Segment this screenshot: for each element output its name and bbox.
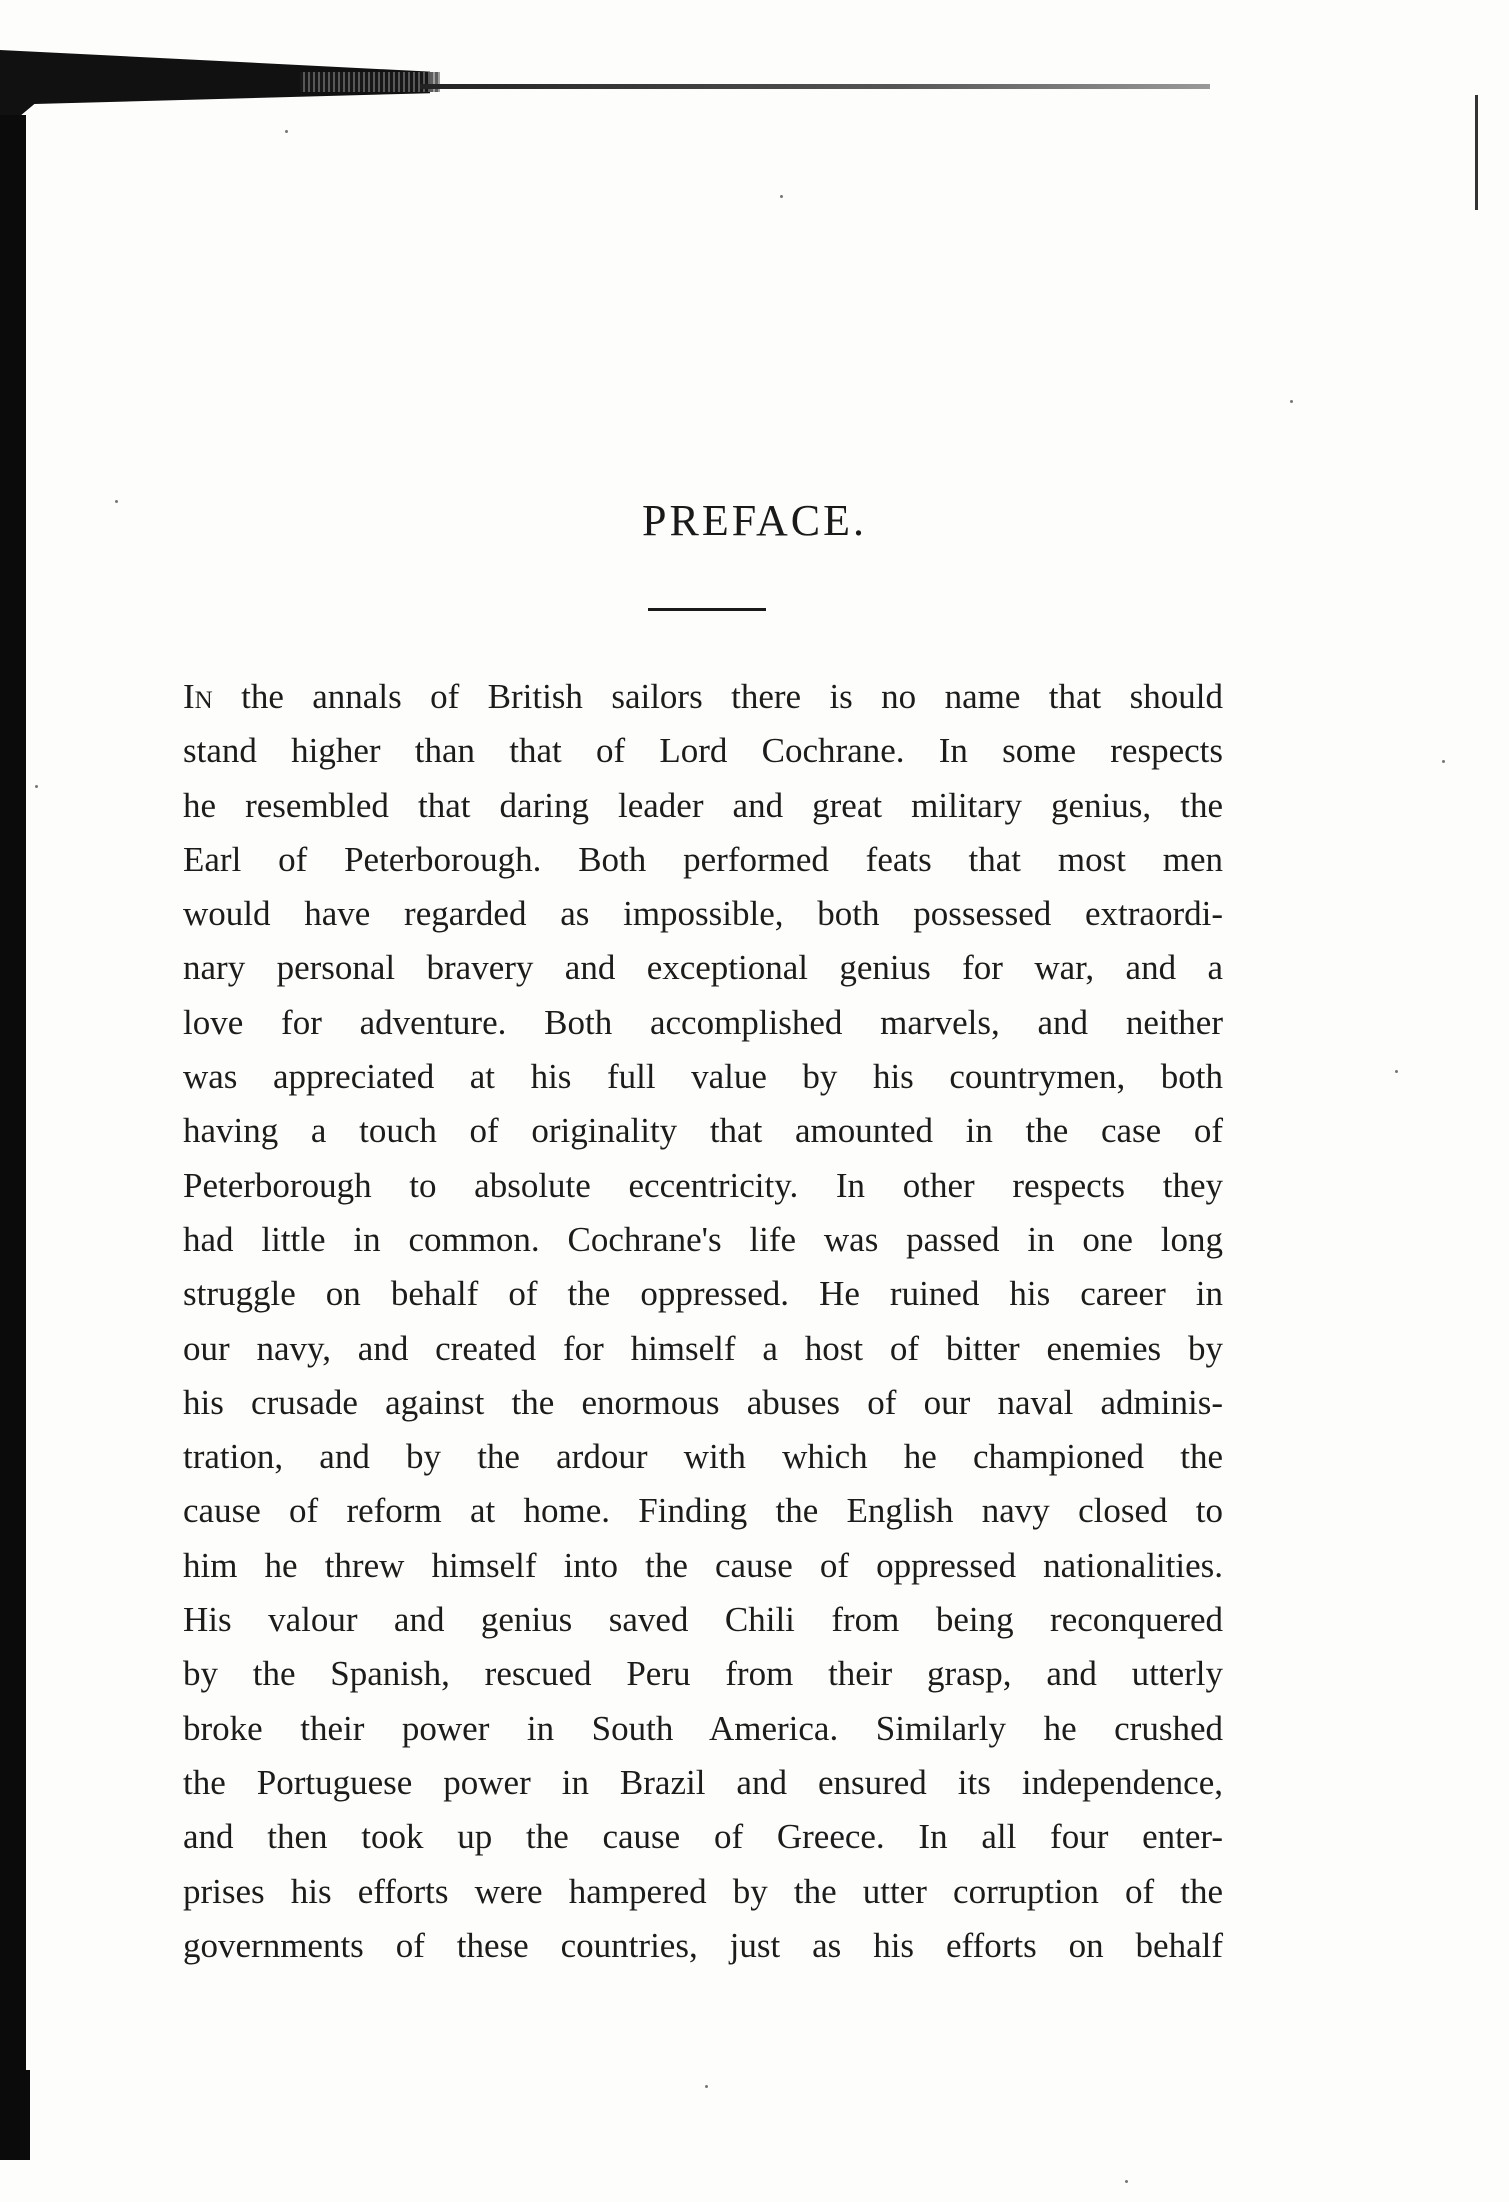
text-line: having a touch of originality that amounted in the case of (183, 1111, 1223, 1151)
text-line: governments of these countries, just as his efforts on behalf (183, 1925, 1223, 1965)
text-line: stand higher than that of Lord Cochrane. In some respects (183, 731, 1223, 771)
scan-edge-shadow-left (0, 115, 26, 2145)
text-line: Peterborough to absolute eccentricity. In other respects they (183, 1165, 1223, 1205)
text-line: by the Spanish, rescued Peru from their grasp, and utterly (183, 1654, 1223, 1694)
text-line: would have regarded as impossible, both possessed extraordi- (183, 894, 1223, 934)
text-line: Earl of Peterborough. Both performed feats that most men (183, 839, 1223, 879)
text-line: had little in common. Cochrane's life was passed in one long (183, 1219, 1223, 1259)
text-line: his crusade against the enormous abuses of our naval adminis- (183, 1382, 1223, 1422)
scan-speck (1290, 400, 1293, 403)
scan-speck (1442, 760, 1445, 763)
scan-edge-speckle (300, 72, 440, 92)
scan-speck (780, 195, 783, 198)
text-line: the Portuguese power in Brazil and ensured its independence, (183, 1762, 1223, 1802)
title-rule (648, 608, 766, 611)
text-line: he resembled that daring leader and great military genius, the (183, 785, 1223, 825)
text-line: His valour and genius saved Chili from being reconquered (183, 1600, 1223, 1640)
text-line: and then took up the cause of Greece. In all four enter- (183, 1817, 1223, 1857)
text-line: love for adventure. Both accomplished marvels, and neither (183, 1002, 1223, 1042)
scan-edge-line-top (420, 84, 1210, 89)
text-line: our navy, and created for himself a host of bitter enemies by (183, 1328, 1223, 1368)
text-line: struggle on behalf of the oppressed. He ruined his career in (183, 1274, 1223, 1314)
scan-speck (705, 2085, 708, 2088)
scan-edge-shadow-left-bottom (0, 2070, 30, 2160)
preface-body (183, 670, 1223, 1973)
lead-small-caps: In (183, 677, 213, 716)
text-line: broke their power in South America. Similarly he crushed (183, 1708, 1223, 1748)
scan-speck (1395, 1070, 1398, 1073)
scan-speck (1125, 2180, 1128, 2183)
text-line: tration, and by the ardour with which he championed the (183, 1437, 1223, 1477)
scan-mark-right (1475, 95, 1478, 210)
text-line: was appreciated at his full value by his countrymen, both (183, 1057, 1223, 1097)
text-line: prises his efforts were hampered by the utter corruption of the (183, 1871, 1223, 1911)
text-line: In the annals of British sailors there is no name that should (183, 677, 1223, 716)
text-line: him he threw himself into the cause of oppressed nationalities. (183, 1545, 1223, 1585)
page-title: PREFACE. (642, 496, 867, 545)
text-line: nary personal bravery and exceptional genius for war, and a (183, 948, 1223, 988)
scan-speck (35, 785, 38, 788)
text-line: cause of reform at home. Finding the English navy closed to (183, 1491, 1223, 1531)
scan-speck (285, 130, 288, 133)
